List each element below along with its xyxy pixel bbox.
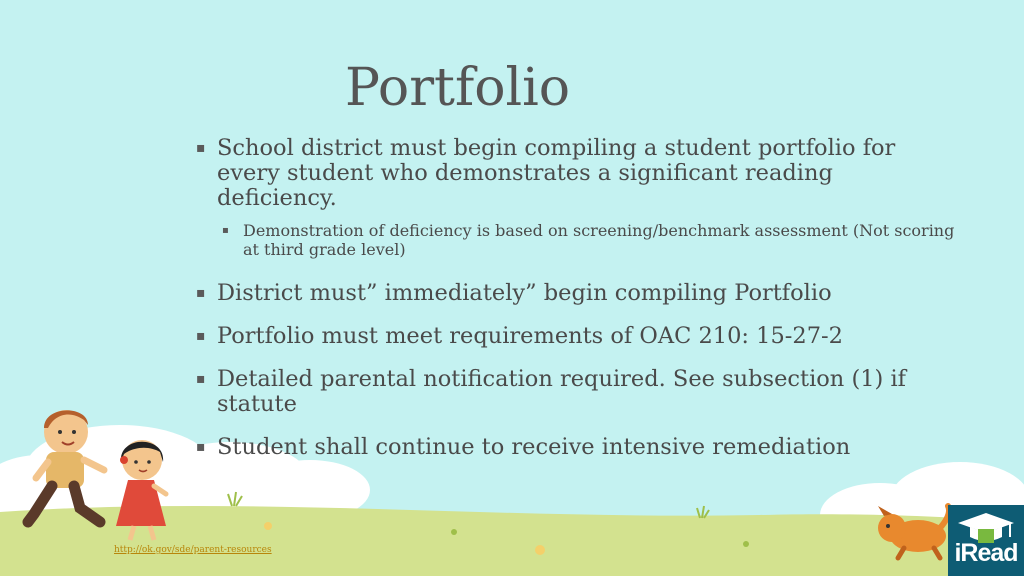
bullet-item <box>196 435 956 460</box>
bullet-list <box>196 136 956 460</box>
bullet-marker-icon: ▪ <box>196 140 206 156</box>
sub-bullet-marker-icon: ▪ <box>222 225 229 236</box>
logo-text: iRead <box>954 539 1018 567</box>
bullet-item <box>196 367 956 417</box>
bullet-text: District must” immediately” begin compiling Portfolio <box>217 280 832 306</box>
iread-logo <box>948 505 1024 576</box>
bullet-marker-icon: ▪ <box>196 439 206 455</box>
bullet-item <box>196 136 956 211</box>
bullet-marker-icon: ▪ <box>196 285 206 301</box>
bullet-text: Portfolio must meet requirements of OAC 210: 15-27-2 <box>217 323 843 349</box>
sub-bullet-text: Demonstration of deficiency is based on screening/benchmark assessment (Not scoring at third grade level) <box>243 221 955 259</box>
bullet-text: Student shall continue to receive intensive remediation <box>217 434 851 460</box>
bullet-item <box>196 281 956 306</box>
parent-resources-link[interactable]: http://ok.gov/sde/parent-resources <box>114 545 272 555</box>
bullet-marker-icon: ▪ <box>196 371 206 387</box>
bullet-marker-icon: ▪ <box>196 328 206 344</box>
bullet-text: Detailed parental notification required. See subsection (1) if statute <box>217 366 906 417</box>
bullet-text: School district must begin compiling a student portfolio for every student who demonstrates a significant reading deficiency. <box>217 135 896 211</box>
sub-bullet-item <box>196 221 956 259</box>
bullet-item <box>196 324 956 349</box>
slide-title: Portfolio <box>345 58 571 118</box>
